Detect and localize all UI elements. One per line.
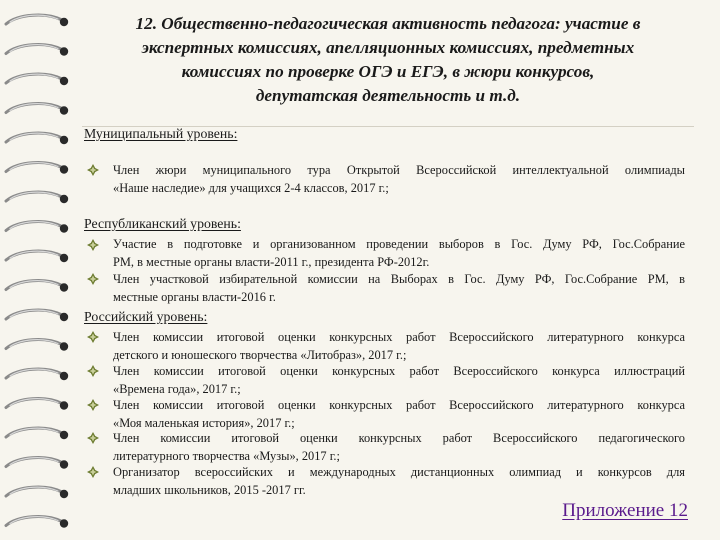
binding-hole — [60, 490, 68, 498]
binding-hole — [60, 224, 68, 232]
item-line: Член комиссии итоговой оценки конкурсных работ Всероссийского конкурса иллюстраций — [113, 364, 685, 378]
title-line: экспертных комиссиях, апелляционных комиссиях, предметных — [141, 38, 635, 57]
diamond-bullet-icon — [86, 465, 100, 479]
item-line: младших школьников, 2015 -2017 гг. — [113, 482, 306, 497]
item-line: «Времена года», 2017 г.; — [113, 381, 241, 396]
binding-hole — [60, 283, 68, 291]
binding-hole — [60, 431, 68, 439]
binding-hole — [60, 165, 68, 173]
item-line: Член комиссии итоговой оценки конкурсных работ Всероссийского педагогического — [113, 431, 685, 445]
item-line: РМ, в местные органы власти-2011 г., президента РФ-2012г. — [113, 254, 430, 269]
binding-hole — [60, 460, 68, 468]
section-heading-russian: Российский уровень: — [84, 309, 208, 324]
item-line: Организатор всероссийских и международных дистанционных олимпиад и конкурсов для — [113, 465, 685, 479]
item-line: Участие в подготовке и организованном проведении выборов в Гос. Думу РФ, Гос.Собрание — [113, 237, 685, 251]
list-item — [113, 236, 685, 271]
item-line: Член комиссии итоговой оценки конкурсных работ Всероссийского литературного конкурса — [113, 398, 685, 412]
list-item — [113, 329, 685, 364]
item-line: детского и юношеского творчества «Литобраз», 2017 г.; — [113, 347, 407, 362]
binding-hole — [60, 106, 68, 114]
binding-hole — [60, 195, 68, 203]
section-heading-municipal: Муниципальный уровень: — [84, 126, 238, 141]
binding-hole — [60, 313, 68, 321]
diamond-bullet-icon — [86, 330, 100, 344]
list-item — [113, 271, 685, 306]
list-item — [113, 397, 685, 432]
item-line: местные органы власти-2016 г. — [113, 289, 276, 304]
binding-hole — [60, 519, 68, 527]
binding-hole — [60, 342, 68, 350]
item-line: Член участковой избирательной комиссии на Выборах в Гос. Думу РФ, Гос.Собрание РМ, в — [113, 272, 685, 286]
diamond-bullet-icon — [86, 364, 100, 378]
item-line: «Моя маленькая история», 2017 г.; — [113, 415, 295, 430]
item-line: Член жюри муниципального тура Открытой Всероссийской интеллектуальной олимпиады — [113, 163, 685, 177]
diamond-bullet-icon — [86, 431, 100, 445]
binding-hole — [60, 401, 68, 409]
item-line: Член комиссии итоговой оценки конкурсных работ Всероссийского литературного конкурса — [113, 330, 685, 344]
title-line: комиссиях по проверке ОГЭ и ЕГЭ, в жюри конкурсов, — [181, 62, 595, 81]
binding-hole — [60, 77, 68, 85]
title-line: 12. Общественно-педагогическая активность педагога: участие в — [135, 14, 641, 33]
diamond-bullet-icon — [86, 398, 100, 412]
binding-hole — [60, 136, 68, 144]
item-line: «Наше наследие» для учащихся 2-4 классов, 2017 г.; — [113, 180, 389, 195]
title-line: депутатская деятельность и т.д. — [255, 86, 521, 105]
list-item — [113, 430, 685, 465]
spiral-binding — [0, 0, 80, 540]
list-item — [113, 464, 685, 499]
binding-hole — [60, 18, 68, 26]
appendix-link[interactable]: Приложение 12 — [562, 500, 688, 521]
diamond-bullet-icon — [86, 163, 100, 177]
binding-hole — [60, 372, 68, 380]
slide-title — [82, 12, 694, 108]
list-item — [113, 363, 685, 398]
item-line: литературного творчества «Музы», 2017 г.; — [113, 448, 340, 463]
section-heading-republican: Республиканский уровень: — [84, 216, 241, 231]
diamond-bullet-icon — [86, 272, 100, 286]
binding-hole — [60, 254, 68, 262]
binding-hole — [60, 47, 68, 55]
list-item — [113, 162, 685, 197]
diamond-bullet-icon — [86, 238, 100, 252]
